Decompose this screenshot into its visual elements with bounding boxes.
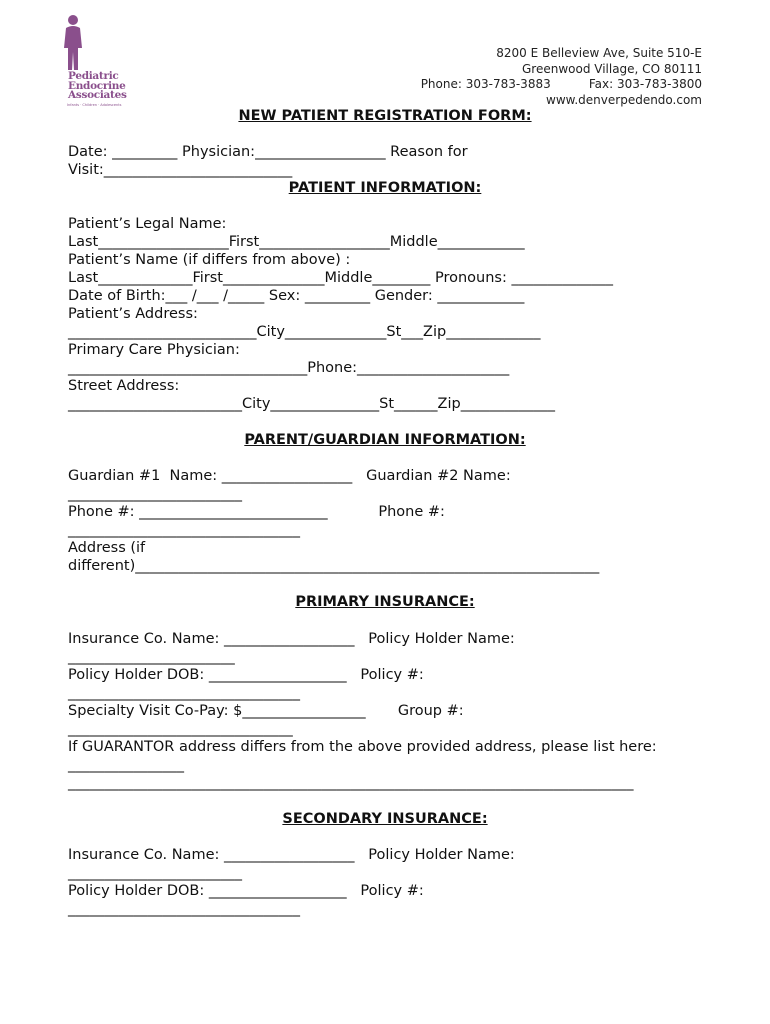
child-figure-icon bbox=[62, 14, 92, 74]
legal-name-fields[interactable]: Last__________________First__________________Middle____________ bbox=[68, 234, 525, 250]
address-city: Greenwood Village, CO 80111 bbox=[521, 61, 702, 76]
clinic-name bbox=[68, 72, 127, 101]
pcp-label: Primary Care Physician: bbox=[68, 342, 240, 358]
guarantor-address-blank-1[interactable]: ________________ bbox=[68, 757, 184, 773]
primary-group-number-blank[interactable]: _______________________________ bbox=[68, 721, 293, 737]
guardian-address-field[interactable]: different)________________________________________________________________ bbox=[68, 558, 600, 574]
secondary-insurance-heading: SECONDARY INSURANCE: bbox=[282, 811, 488, 827]
street-address-label: Street Address: bbox=[68, 378, 180, 394]
patient-address-fields[interactable]: __________________________City______________St___Zip_____________ bbox=[68, 324, 541, 340]
patient-info-heading: PATIENT INFORMATION: bbox=[288, 180, 482, 196]
guardian2-phone-blank[interactable]: ________________________________ bbox=[68, 522, 300, 538]
address-street: 8200 E Belleview Ave, Suite 510-E bbox=[496, 46, 702, 60]
clinic-name-line2: Endocrine bbox=[68, 79, 126, 92]
clinic-tagline: Infants · Children · Adolescents bbox=[67, 103, 122, 107]
visit-reason-line[interactable]: Visit:__________________________ bbox=[68, 162, 293, 178]
dob-sex-gender-line[interactable]: Date of Birth:___ /___ /_____ Sex: _________ Gender: ____________ bbox=[68, 288, 525, 304]
guardian-phones-line[interactable]: Phone #: __________________________ Phone #: bbox=[68, 504, 445, 520]
clinic-name-line3: Associates bbox=[68, 89, 127, 101]
primary-dob-policy-line[interactable]: Policy Holder DOB: ___________________ Policy #: bbox=[68, 667, 424, 683]
secondary-policy-holder-blank[interactable]: ________________________ bbox=[68, 865, 242, 881]
primary-insurance-co-line[interactable]: Insurance Co. Name: __________________ Policy Holder Name: bbox=[68, 631, 515, 647]
pcp-fields[interactable]: _________________________________Phone:_____________________ bbox=[68, 360, 510, 376]
alt-name-label: Patient’s Name (if differs from above) : bbox=[68, 252, 351, 268]
secondary-insurance-co-line[interactable]: Insurance Co. Name: __________________ Policy Holder Name: bbox=[68, 847, 515, 863]
guardian2-name-blank[interactable]: ________________________ bbox=[68, 486, 242, 502]
guarantor-address-blank-2[interactable]: ______________________________________________________________________________ bbox=[68, 775, 634, 791]
patient-address-label: Patient’s Address: bbox=[68, 306, 198, 322]
primary-policy-number-blank[interactable]: ________________________________ bbox=[68, 685, 300, 701]
primary-copay-group-line[interactable]: Specialty Visit Co-Pay: $_________________ Group #: bbox=[68, 703, 464, 719]
legal-name-label: Patient’s Legal Name: bbox=[68, 216, 227, 232]
form-title: NEW PATIENT REGISTRATION FORM: bbox=[238, 108, 532, 124]
alt-name-fields[interactable]: Last_____________First______________Middle________ Pronouns: ______________ bbox=[68, 270, 613, 286]
address-website[interactable]: www.denverpedendo.com bbox=[546, 92, 702, 107]
guardian-address-label: Address (if bbox=[68, 540, 146, 556]
primary-insurance-heading: PRIMARY INSURANCE: bbox=[295, 594, 475, 610]
secondary-policy-number-blank[interactable]: ________________________________ bbox=[68, 901, 300, 917]
secondary-dob-policy-line[interactable]: Policy Holder DOB: ___________________ Policy #: bbox=[68, 883, 424, 899]
clinic-address bbox=[421, 46, 702, 108]
guardian-heading: PARENT/GUARDIAN INFORMATION: bbox=[244, 432, 526, 448]
street-address-fields[interactable]: ________________________City_______________St______Zip_____________ bbox=[68, 396, 555, 412]
clinic-name-line1: Pediatric bbox=[68, 70, 119, 82]
guarantor-address-prompt: If GUARANTOR address differs from the above provided address, please list here: bbox=[68, 739, 657, 755]
date-physician-line[interactable]: Date: _________ Physician:__________________ Reason for bbox=[68, 144, 468, 160]
address-phone-fax: Phone: 303-783-3883 Fax: 303-783-3800 bbox=[420, 77, 702, 91]
primary-policy-holder-blank[interactable]: _______________________ bbox=[68, 649, 235, 665]
guardian-names-line[interactable]: Guardian #1 Name: __________________ Guardian #2 Name: bbox=[68, 468, 511, 484]
